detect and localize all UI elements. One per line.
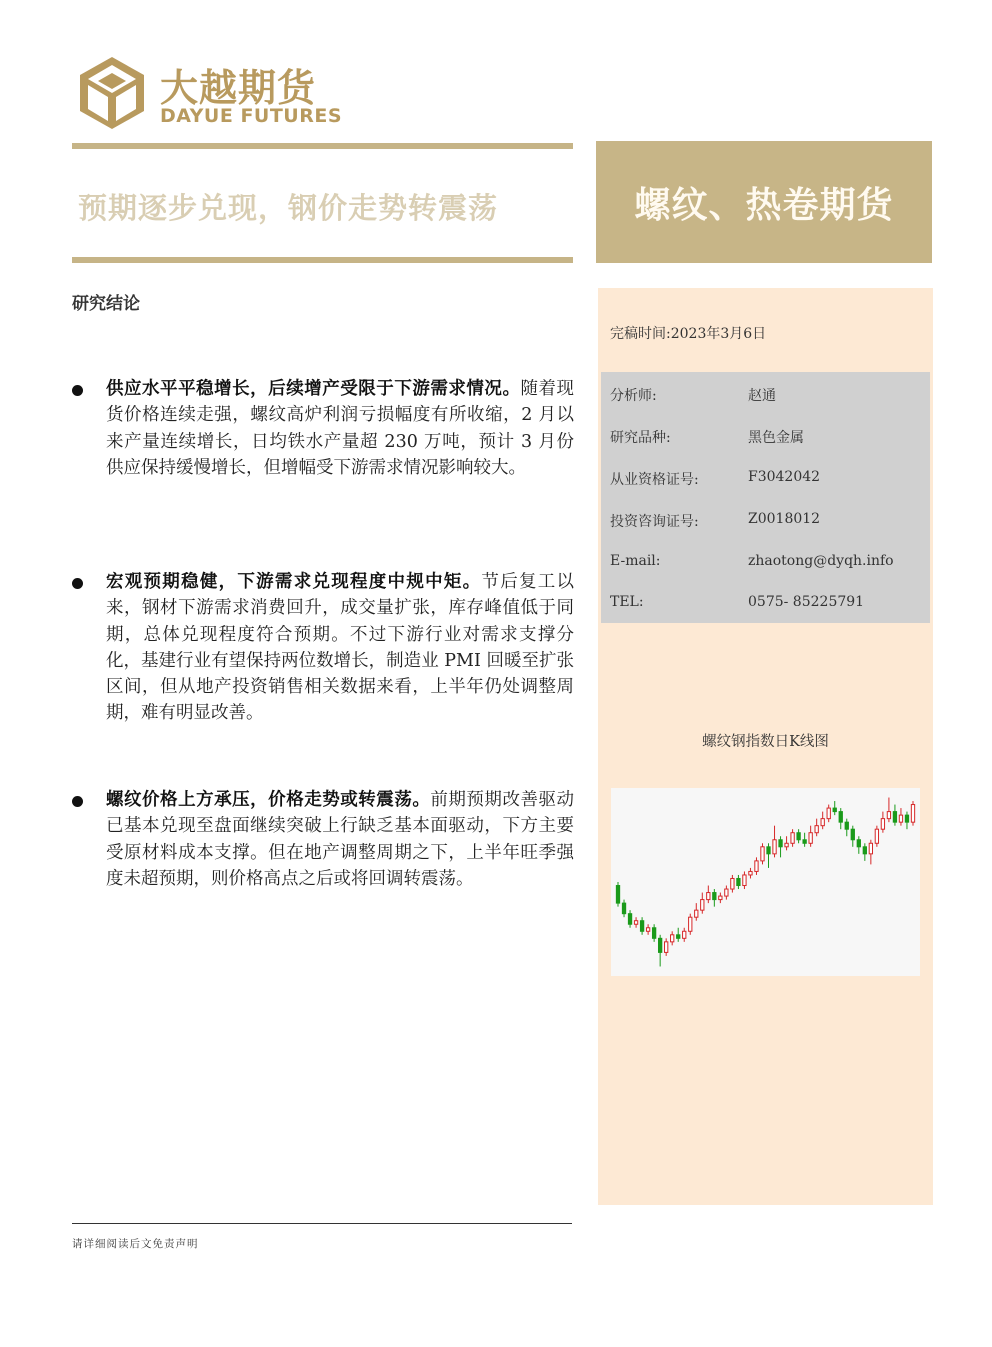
candle-body (911, 805, 914, 823)
title-bar-bottom (72, 257, 573, 263)
conclusion-item (72, 569, 574, 727)
candle-body (857, 840, 860, 847)
info-row-analyst (601, 372, 930, 414)
conclusion-body: 节后复工以来，钢材下游需求消费回升，成交量扩张，库存峰值低于同期，总体兑现程度符合预期。不过下游行业对需求支撑分化，基建行业有望保持两位数增长，制造业 PMI 回暖至扩张区间，但从地产投资销售相关数据来看，上半年仍处调整周期，难有明显改善。 (106, 572, 575, 724)
candle-body (869, 843, 872, 854)
candle-body (701, 900, 704, 911)
info-label: 分析师: (610, 388, 657, 404)
candle-body (671, 935, 674, 942)
candle-body (791, 833, 794, 844)
candle-body (640, 921, 643, 932)
conclusion-lead: 宏观预期稳健，下游需求兑现程度中规中矩。 (106, 572, 482, 592)
candle-body (851, 829, 854, 840)
candle-body (646, 928, 649, 932)
candle-body (658, 938, 661, 952)
candle-body (815, 826, 818, 833)
info-row-tel (601, 581, 930, 623)
candle-body (616, 886, 619, 904)
logo-name-en: DAYUE FUTURES (160, 105, 343, 127)
bullet-icon (72, 578, 83, 589)
candle-body (737, 878, 740, 885)
candle-body (833, 808, 836, 812)
candle-body (905, 815, 908, 822)
candle-body (683, 931, 686, 938)
info-label: 投资咨询证号: (610, 514, 699, 530)
candle-body (725, 889, 728, 896)
candle-body (628, 914, 631, 925)
candle-body (719, 896, 722, 900)
candle-body (695, 910, 698, 917)
candle-body (677, 935, 680, 939)
draft-time: 完稿时间:2023年3月6日 (610, 326, 767, 342)
candle-body (749, 871, 752, 875)
info-row-consulting (601, 498, 930, 540)
info-row-qualification (601, 456, 930, 498)
candle-body (827, 808, 830, 819)
section-heading: 研究结论 (72, 294, 140, 314)
bullet-icon (72, 796, 83, 807)
candle-body (803, 840, 806, 844)
candle-body (773, 840, 776, 854)
info-label: 研究品种: (610, 430, 671, 446)
candle-body (863, 847, 866, 854)
analyst-info-table (601, 372, 930, 623)
candle-body (839, 812, 842, 823)
chart-caption: 螺纹钢指数日K线图 (702, 734, 829, 750)
candle-body (767, 847, 770, 854)
conclusion-text (106, 787, 574, 892)
conclusion-body: 前期预期改善驱动已基本兑现至盘面继续突破上行缺乏基本面驱动，下方主要受原材料成本支撑。但在地产调整周期之下，上半年旺季强度未超预期，则价格高点之后或将回调转震荡。 (106, 790, 574, 889)
kline-chart-svg (611, 788, 920, 976)
candle-body (634, 921, 637, 925)
candle-body (652, 928, 655, 939)
category-title: 螺纹、热卷期货 (634, 185, 894, 226)
info-value: F3042042 (748, 469, 821, 485)
candle-body (893, 812, 896, 823)
candle-body (779, 840, 782, 847)
candle-body (875, 829, 878, 843)
candle-body (809, 833, 812, 844)
logo-name-cn: 大越期货 (160, 66, 317, 110)
conclusion-item (72, 376, 574, 481)
candle-body (713, 893, 716, 900)
candle-body (821, 819, 824, 826)
candle-body (731, 878, 734, 889)
report-sidebar (598, 288, 933, 1205)
candle-body (707, 893, 710, 900)
footer-divider (72, 1223, 572, 1224)
info-value: 0575- 85225791 (748, 594, 865, 610)
candle-body (797, 833, 800, 840)
conclusion-text (106, 376, 574, 481)
info-row-email (601, 540, 930, 582)
candle-body (755, 861, 758, 872)
candle-body (899, 815, 902, 822)
conclusion-lead: 螺纹价格上方承压，价格走势或转震荡。 (106, 790, 431, 810)
candle-body (622, 903, 625, 914)
info-value: Z0018012 (748, 511, 821, 527)
report-title: 预期逐步兑现，钢价走势转震荡 (78, 191, 499, 225)
candle-body (743, 875, 746, 886)
candle-body (665, 942, 668, 953)
category-banner (596, 141, 932, 263)
footer-disclaimer: 请详细阅读后文免责声明 (72, 1238, 199, 1250)
candle-body (785, 843, 788, 847)
info-label: TEL: (610, 594, 644, 610)
kline-chart (611, 788, 920, 976)
candle-body (881, 819, 884, 830)
candle-body (887, 812, 890, 819)
email-link[interactable]: zhaotong@dyqh.info (748, 553, 894, 569)
conclusion-lead: 供应水平平稳增长，后续增产受限于下游需求情况。 (106, 379, 521, 399)
info-value: 赵通 (748, 388, 776, 404)
candle-body (689, 917, 692, 931)
info-row-variety (601, 414, 930, 456)
conclusion-text (106, 569, 574, 727)
candle-body (845, 822, 848, 829)
logo-mark-icon (78, 55, 146, 131)
info-label: 从业资格证号: (610, 472, 699, 488)
title-bar-top (72, 143, 573, 149)
bullet-icon (72, 385, 83, 396)
conclusion-item (72, 787, 574, 892)
candle-body (761, 847, 764, 861)
info-value: 黑色金属 (748, 430, 804, 446)
company-logo (78, 55, 378, 135)
info-label: E-mail: (610, 553, 661, 569)
conclusion-body: 随着现货价格连续走强，螺纹高炉利润亏损幅度有所收缩，2 月以来产量连续增长，日均铁水产量超 230 万吨，预计 3 月份供应保持缓慢增长，但增幅受下游需求情况影响较大。 (106, 379, 575, 478)
